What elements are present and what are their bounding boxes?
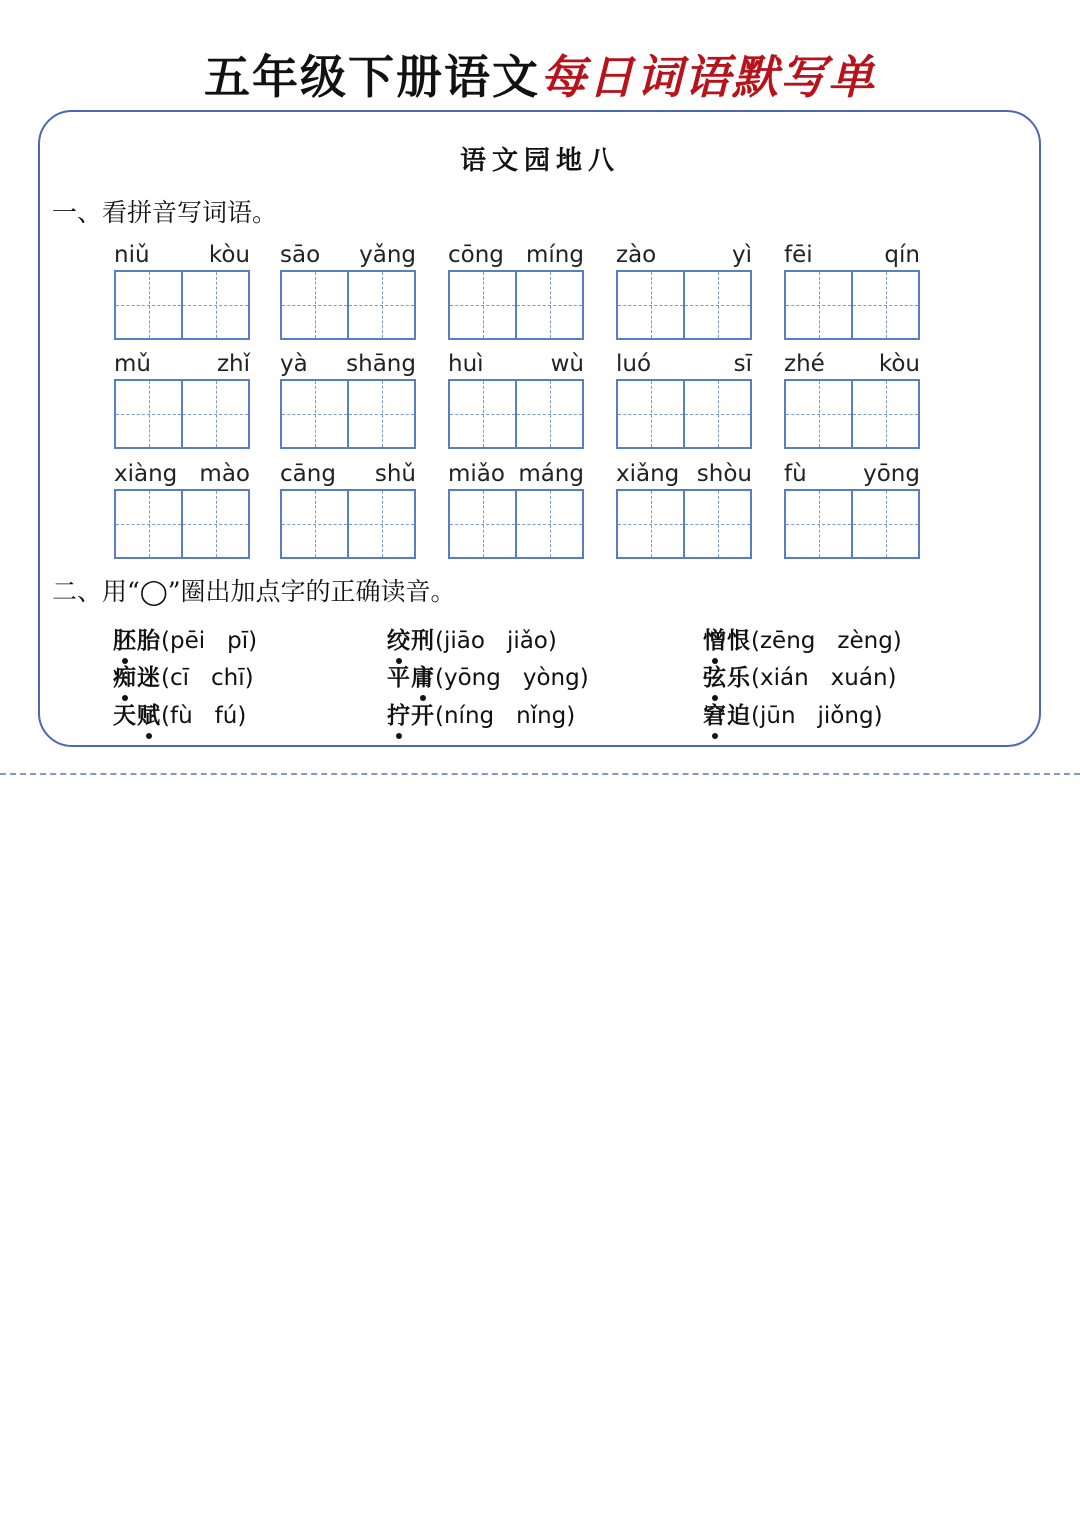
word-cell <box>448 453 584 559</box>
pronunciation-item <box>703 697 883 730</box>
close-paren: ) <box>873 703 883 729</box>
character-box[interactable] <box>450 381 515 447</box>
character-box[interactable] <box>181 381 248 447</box>
word <box>113 628 161 654</box>
character-box[interactable] <box>618 272 683 338</box>
close-paren: ) <box>579 665 589 691</box>
cut-line <box>0 773 1080 775</box>
word <box>703 703 751 729</box>
reading-option[interactable]: xuán <box>830 665 888 691</box>
pinyin-syllable: cōng <box>448 242 504 268</box>
pinyin-syllable: fù <box>784 461 807 487</box>
open-paren: ( <box>751 665 760 691</box>
character-box[interactable] <box>515 272 582 338</box>
pinyin-syllable: mào <box>199 461 250 487</box>
pinyin-syllable: yōng <box>863 461 920 487</box>
character-box[interactable] <box>618 491 683 557</box>
reading-options <box>161 628 257 654</box>
pinyin-syllable: xiàng <box>114 461 178 487</box>
close-paren: ) <box>887 665 897 691</box>
reading-options <box>751 665 897 691</box>
reading-option[interactable]: zèng <box>837 628 893 654</box>
word-character: 刑 <box>411 628 435 654</box>
pinyin-label <box>104 234 260 268</box>
word <box>703 665 751 691</box>
word-cell <box>448 343 584 449</box>
reading-option[interactable]: fú <box>214 703 238 729</box>
word-cell <box>784 453 920 559</box>
word-cell <box>114 234 250 340</box>
close-paren: ) <box>892 628 902 654</box>
reading-option[interactable]: cī <box>169 665 190 691</box>
section-title: 语文园地八 <box>459 146 620 176</box>
word <box>387 665 435 691</box>
word-cell <box>616 343 752 449</box>
character-box[interactable] <box>786 272 851 338</box>
pinyin-syllable: shǔ <box>374 461 416 487</box>
pinyin-label <box>270 453 426 487</box>
word-character: 乐 <box>727 665 751 691</box>
word <box>113 703 161 729</box>
character-box[interactable] <box>347 381 414 447</box>
word-character: 迫 <box>727 703 751 729</box>
open-paren: ( <box>161 628 170 654</box>
pronunciation-item <box>387 659 589 692</box>
open-paren: ( <box>161 703 170 729</box>
word-character: 天 <box>113 703 137 729</box>
writing-grid[interactable] <box>448 489 584 559</box>
reading-option[interactable]: níng <box>443 703 495 729</box>
word-cell <box>280 343 416 449</box>
pinyin-syllable: zhǐ <box>216 351 250 377</box>
writing-grid[interactable] <box>784 379 920 449</box>
dotted-character: 窘 <box>703 697 727 730</box>
pinyin-syllable: wù <box>550 351 584 377</box>
character-box[interactable] <box>786 491 851 557</box>
close-paren: ) <box>566 703 576 729</box>
pinyin-label <box>606 453 762 487</box>
reading-option[interactable]: nǐng <box>516 703 567 729</box>
reading-options <box>435 703 575 729</box>
close-paren: ) <box>547 628 557 654</box>
word-cell <box>616 234 752 340</box>
pinyin-syllable: sī <box>733 351 752 377</box>
writing-grid[interactable] <box>114 379 250 449</box>
word-cell <box>114 343 250 449</box>
open-paren: ( <box>161 665 170 691</box>
pinyin-syllable: kòu <box>878 351 920 377</box>
close-paren: ) <box>237 703 247 729</box>
reading-options <box>751 628 902 654</box>
character-box[interactable] <box>786 381 851 447</box>
pinyin-label <box>774 343 930 377</box>
pronunciation-item <box>113 659 254 692</box>
word <box>113 665 161 691</box>
reading-option[interactable]: yōng <box>443 665 501 691</box>
word-character: 平 <box>387 665 411 691</box>
reading-option[interactable]: chī <box>211 665 245 691</box>
dotted-character: 弦 <box>703 659 727 692</box>
pinyin-label <box>104 453 260 487</box>
dotted-character: 痴 <box>113 659 137 692</box>
pinyin-syllable: zào <box>616 242 657 268</box>
word <box>387 703 435 729</box>
character-box[interactable] <box>515 491 582 557</box>
pronunciation-item <box>387 622 557 655</box>
writing-grid[interactable] <box>784 489 920 559</box>
writing-grid[interactable] <box>280 379 416 449</box>
character-box[interactable] <box>450 272 515 338</box>
word <box>703 628 751 654</box>
pinyin-syllable: yì <box>731 242 752 268</box>
pinyin-syllable: yǎng <box>359 242 416 268</box>
pronunciation-item <box>703 622 902 655</box>
close-paren: ) <box>248 628 258 654</box>
pinyin-syllable: kòu <box>208 242 250 268</box>
pinyin-label <box>606 234 762 268</box>
open-paren: ( <box>435 665 444 691</box>
character-box[interactable] <box>181 491 248 557</box>
reading-option[interactable]: pēi <box>169 628 206 654</box>
pinyin-syllable: sāo <box>280 242 321 268</box>
reading-option[interactable]: xián <box>759 665 809 691</box>
pronunciation-item <box>387 697 575 730</box>
pinyin-syllable: shāng <box>346 351 416 377</box>
character-box[interactable] <box>683 381 750 447</box>
character-box[interactable] <box>515 381 582 447</box>
dotted-character: 拧 <box>387 697 411 730</box>
part2-heading: 二、用“◯”圈出加点字的正确读音。 <box>52 577 456 606</box>
pinyin-syllable: fēi <box>784 242 813 268</box>
dotted-character: 绞 <box>387 622 411 655</box>
reading-options <box>435 665 589 691</box>
character-box[interactable] <box>851 381 918 447</box>
pinyin-label <box>438 234 594 268</box>
writing-grid[interactable] <box>784 270 920 340</box>
open-paren: ( <box>435 703 444 729</box>
word-cell <box>784 343 920 449</box>
reading-options <box>751 703 883 729</box>
pinyin-syllable: miǎo <box>448 461 505 487</box>
character-box[interactable] <box>347 491 414 557</box>
pinyin-syllable: huì <box>448 351 484 377</box>
character-box[interactable] <box>116 381 181 447</box>
word-cell <box>280 453 416 559</box>
word-cell <box>784 234 920 340</box>
part1-heading: 一、看拼音写词语。 <box>52 198 278 227</box>
dotted-character: 庸 <box>411 659 435 692</box>
character-box[interactable] <box>851 272 918 338</box>
character-box[interactable] <box>683 491 750 557</box>
word <box>387 628 435 654</box>
pinyin-syllable: zhé <box>784 351 825 377</box>
writing-grid[interactable] <box>280 270 416 340</box>
pinyin-label <box>774 453 930 487</box>
pinyin-label <box>270 343 426 377</box>
writing-grid[interactable] <box>616 270 752 340</box>
title-highlight: 每日词语默写单 <box>540 50 876 104</box>
writing-grid[interactable] <box>114 270 250 340</box>
character-box[interactable] <box>282 491 347 557</box>
writing-grid[interactable] <box>616 379 752 449</box>
open-paren: ( <box>751 628 760 654</box>
writing-grid[interactable] <box>448 270 584 340</box>
character-box[interactable] <box>618 381 683 447</box>
reading-option[interactable]: jūn <box>759 703 796 729</box>
character-box[interactable] <box>181 272 248 338</box>
pinyin-label <box>606 343 762 377</box>
pinyin-label <box>104 343 260 377</box>
character-box[interactable] <box>683 272 750 338</box>
pinyin-label <box>438 453 594 487</box>
pinyin-label <box>270 234 426 268</box>
close-paren: ) <box>244 665 254 691</box>
reading-option[interactable]: jiǒng <box>817 703 874 729</box>
pinyin-syllable: niǔ <box>114 242 150 268</box>
pinyin-label <box>438 343 594 377</box>
word-character: 胎 <box>137 628 161 654</box>
pinyin-syllable: xiǎng <box>616 461 680 487</box>
reading-options <box>161 703 246 729</box>
pinyin-syllable: mǔ <box>114 351 151 377</box>
writing-grid[interactable] <box>114 489 250 559</box>
open-paren: ( <box>435 628 444 654</box>
pronunciation-item <box>703 659 897 692</box>
pronunciation-item <box>113 622 257 655</box>
character-box[interactable] <box>851 491 918 557</box>
title-main: 五年级下册语文 <box>204 50 540 104</box>
open-paren: ( <box>751 703 760 729</box>
reading-option[interactable]: fù <box>169 703 193 729</box>
reading-options <box>161 665 254 691</box>
pinyin-syllable: qín <box>884 242 920 268</box>
writing-grid[interactable] <box>280 489 416 559</box>
reading-option[interactable]: jiāo <box>443 628 485 654</box>
dotted-character: 憎 <box>703 622 727 655</box>
pinyin-syllable: míng <box>526 242 584 268</box>
pinyin-syllable: máng <box>518 461 584 487</box>
character-box[interactable] <box>116 272 181 338</box>
word-cell <box>616 453 752 559</box>
character-box[interactable] <box>116 491 181 557</box>
reading-options <box>435 628 557 654</box>
character-box[interactable] <box>282 381 347 447</box>
character-box[interactable] <box>450 491 515 557</box>
reading-option[interactable]: jiǎo <box>506 628 548 654</box>
page-title <box>0 46 1080 108</box>
word-character: 开 <box>411 703 435 729</box>
dotted-character: 赋 <box>137 697 161 730</box>
pronunciation-item <box>113 697 246 730</box>
pinyin-syllable: shòu <box>696 461 752 487</box>
pinyin-label <box>774 234 930 268</box>
pinyin-syllable: yà <box>280 351 308 377</box>
word-cell <box>448 234 584 340</box>
reading-option[interactable]: zēng <box>759 628 816 654</box>
pinyin-syllable: cāng <box>280 461 336 487</box>
word-cell <box>280 234 416 340</box>
word-character: 恨 <box>727 628 751 654</box>
reading-option[interactable]: pī <box>227 628 249 654</box>
writing-grid[interactable] <box>448 379 584 449</box>
character-box[interactable] <box>282 272 347 338</box>
word-character: 迷 <box>137 665 161 691</box>
writing-grid[interactable] <box>616 489 752 559</box>
reading-option[interactable]: yòng <box>522 665 580 691</box>
word-cell <box>114 453 250 559</box>
pinyin-syllable: luó <box>616 351 652 377</box>
dotted-character: 胚 <box>113 622 137 655</box>
character-box[interactable] <box>347 272 414 338</box>
